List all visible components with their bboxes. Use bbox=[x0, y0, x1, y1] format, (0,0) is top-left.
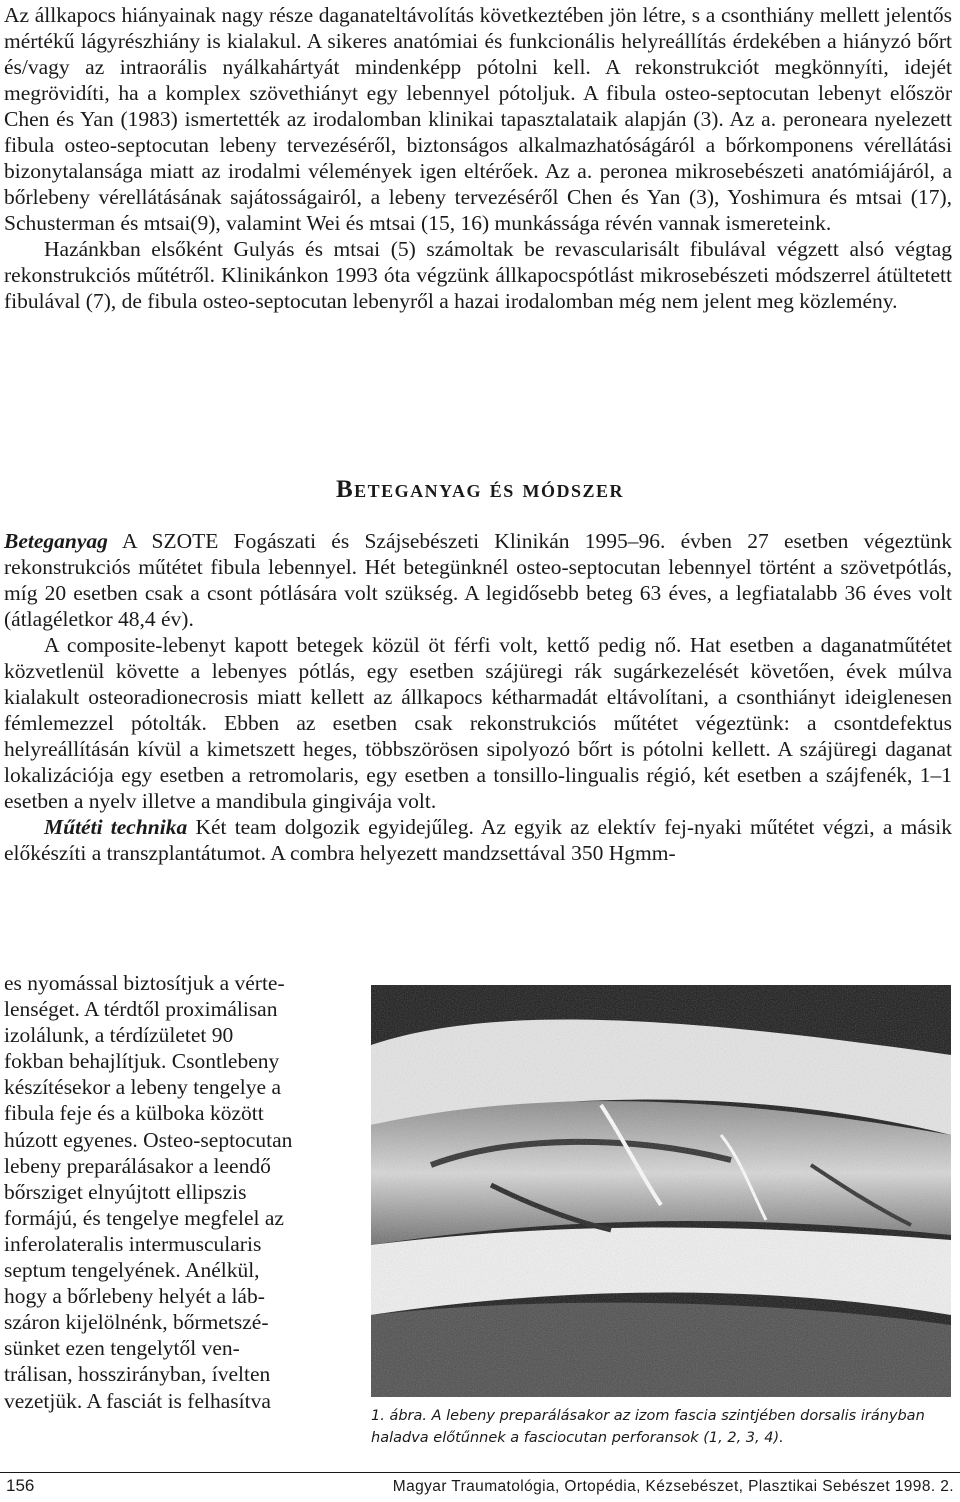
wrapped-text-line: trálisan, hosszirányban, ívelten bbox=[4, 1362, 271, 1387]
wrapped-text-column bbox=[4, 970, 338, 1414]
wrapped-text-line: septum tengelyének. Anélkül, bbox=[4, 1258, 260, 1283]
heading-initial-2: É bbox=[489, 481, 504, 501]
methods-paragraph-2: A composite-lebenyt kapott betegek közül öt férfi volt, kettő pedig nő. Hat esetben a daganatműtétet közvetlenül követte a lebenyes pótlás, egy esetben szájüregi rák sugárkezelését követően, évek múlva kialakult osteoradionecrosis miatt kellett az állkapocs kétharmadát eltávolítani, a csonthiányt ideiglenesen fémlemezzel pótolták. Ebben az esetben csak rekonstrukciós műtétet végeztünk: a csontdefektus helyreállításán kívül a kimetszett heges, többszörösen sipolyozó bőrt is pótolni kellett. A szájüregi daganat lokalizációja egy esetben a retromolaris, egy esetben a tonsillo-lingualis régió, két esetben a szájfenék, 1–1 esetben a nyelv illetve a mandibula gingivája volt. bbox=[4, 633, 952, 813]
running-footer: Magyar Traumatológia, Ortopédia, Kézsebészet, Plasztikai Sebészet 1998. 2. bbox=[392, 1478, 954, 1495]
wrapped-text-line: lenséget. A térdtől proximálisan bbox=[4, 997, 278, 1022]
intro-paragraph-1: Az állkapocs hiányainak nagy része daganateltávolítás következtében jön létre, s a csonthiány mellett jelentős mértékű lágyrészhiány is kialakul. A sikeres anatómiai és funkcionális helyreállítás érdekében a hiányzó bőrt és/vagy az intraorális nyálkahártyát mindenképp pótolni kell. A rekonstrukciót megkönnyíti, idejét megrövidíti, ha a komplex szövethiányt egy lebennyel pótoljuk. A fibula osteo-septocutan lebenyt először Chen és Yan (1983) ismertették az irodalomban klinikai tapasztalataik alapján (3). Az a. peroneara nyelezett fibula osteo-septocutan lebeny tervezéséről, biztonságos alkalmazhatóságáról a bőrkomponens vérellátási bizonytalansága miatt az irodalmi vélemények igen eltérőek. Az a. peronea mikrosebészeti anatómiájáról, a bőrlebeny vérellátásának sajátosságairól, a lebeny tervezéséről Chen és Yan (3), Yoshimura és mtsai (17), Schusterman és mtsai(9), valamint Wei és mtsai (15, 16) munkássága révén vannak ismereteink. bbox=[4, 3, 952, 235]
surgical-photo bbox=[371, 985, 951, 1397]
figure-1-caption: 1. ábra. A lebeny preparálásakor az izom fascia szintjében dorsalis irányban haladva előtűnnek a fasciocutan perforansok (1, 2, 3, 4). bbox=[371, 1408, 925, 1446]
footer-rule bbox=[0, 1472, 960, 1473]
wrapped-text-line: inferolateralis intermuscularis bbox=[4, 1231, 262, 1256]
heading-initial-1: B bbox=[335, 476, 355, 503]
methods-paragraph-1 bbox=[4, 528, 952, 632]
page-number: 156 bbox=[6, 1476, 35, 1495]
wrapped-text-line: húzott egyenes. Osteo-septocutan bbox=[4, 1127, 293, 1152]
wrapped-text-line: száron kijelölnénk, bőrmetszé- bbox=[4, 1310, 269, 1335]
intro-section bbox=[4, 2, 952, 314]
wrapped-text-line: izolálunk, a térdízületet 90 bbox=[4, 1023, 234, 1048]
run-in-beteganyag: Beteganyag bbox=[4, 529, 108, 553]
wrapped-text-line: bőrsziget elnyújtott ellipszis bbox=[4, 1179, 247, 1204]
wrapped-text-line: vezetjük. A fasciát is felhasítva bbox=[4, 1388, 271, 1413]
wrapped-text-line: formájú, és tengelye megfelel az bbox=[4, 1205, 284, 1230]
intro-paragraph-2: Hazánkban elsőként Gulyás és mtsai (5) számoltak be revascularisált fibulával végzett alsó végtag rekonstrukciós műtétről. Klinikánkon 1993 óta végzünk állkapocspótlást mikrosebészeti módszerrel átültetett fibulával (7), de fibula osteo-septocutan lebenyről a hazai irodalomban még nem jelent meg közlemény. bbox=[4, 237, 952, 313]
methods-paragraph-3 bbox=[4, 814, 952, 866]
methods-paragraph-1-text: A SZOTE Fogászati és Szájsebészeti Klinikán 1995–96. évben 27 esetben végeztünk rekonstrukciós műtétet fibula lebennyel. Hét betegünknél osteo-septocutan lebennyel történt a szövetpótlás, míg 20 esetben csak a csont pótlására volt szükség. A legidősebb beteg 63 éves, a legfiatalabb 36 éves volt (átlagéletkor 48,4 év). bbox=[4, 529, 952, 631]
figure-1-photo bbox=[371, 985, 951, 1397]
heading-initial-3: M bbox=[522, 481, 542, 501]
methods-paragraph-3-text: Két team dolgozik egyidejűleg. Az egyik az elektív fej-nyaki műtétet végzi, a másik előkészíti a transzplantátumot. A combra helyezett mandzsettával 350 Hgmm- bbox=[4, 815, 952, 865]
section-heading-methods bbox=[0, 476, 960, 504]
methods-section bbox=[4, 528, 952, 866]
wrapped-text-line: fokban behajlítjuk. Csontlebeny bbox=[4, 1049, 280, 1074]
heading-smallcaps-3: ÓDSZER bbox=[541, 481, 625, 501]
wrapped-text-line: sünket ezen tengelytől ven- bbox=[4, 1336, 240, 1361]
wrapped-text-line: hogy a bőrlebeny helyét a láb- bbox=[4, 1284, 265, 1309]
heading-smallcaps-2: S bbox=[503, 481, 515, 501]
heading-smallcaps-1: ETEGANYAG bbox=[354, 481, 482, 501]
wrapped-text-line: fibula feje és a külboka között bbox=[4, 1101, 264, 1126]
wrapped-text-line: es nyomással biztosítjuk a vérte- bbox=[4, 971, 285, 995]
wrapped-text-line: készítésekor a lebeny tengelye a bbox=[4, 1075, 281, 1100]
run-in-technique: Műtéti technika bbox=[44, 815, 188, 839]
wrapped-text-line: lebeny preparálásakor a leendő bbox=[4, 1153, 271, 1178]
